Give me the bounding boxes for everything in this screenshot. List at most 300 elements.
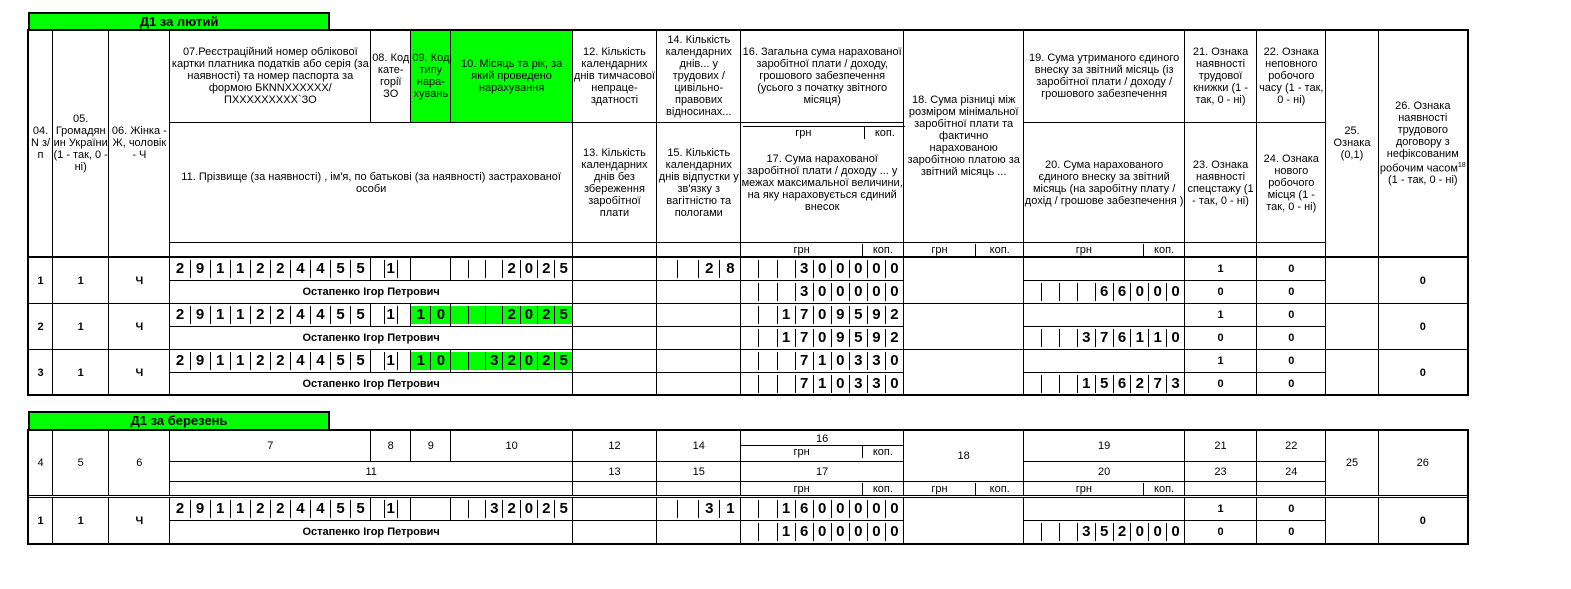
digit-cell: 0: [850, 260, 868, 278]
digit-cell: [1024, 329, 1042, 347]
mar-h-21: 21: [1184, 430, 1256, 462]
days-15-cell: [657, 521, 741, 544]
digit-cell: 3: [1078, 329, 1096, 347]
category-code: [371, 352, 410, 370]
mar-h-06: 6: [109, 430, 170, 496]
sum-17-cell: [741, 281, 904, 304]
digit-cell: 3: [1078, 523, 1096, 541]
sex-code: Ч: [109, 258, 170, 304]
feb-h-09: 09. Код типу нара-хувань: [411, 30, 451, 123]
tax-id-cell: [170, 498, 371, 521]
days-15-cell: [657, 373, 741, 396]
digit-cell: 3: [850, 352, 868, 370]
sum-16-cell: [741, 350, 904, 373]
feb-h-17: 17. Сума нарахованої заробітної плати / доходу ... у межах максимальної величини, на яку нараховується єдиний внесок: [741, 123, 904, 243]
digit-cell: 5: [356, 500, 365, 517]
digit-cell: [759, 500, 777, 518]
flag-26: 0: [1378, 258, 1467, 304]
feb-h-15: 15. Кількість календарних днів відпустки у зв'язку з вагітністю та пологами: [657, 123, 741, 243]
days-13-cell: [572, 521, 656, 544]
feb-h-23: 23. Ознака наявності спецстажу (1 - так, 0 - ні): [1184, 123, 1256, 243]
digit-cell: 4: [291, 500, 311, 518]
digit-cell: 0: [431, 352, 450, 370]
digit-cell: [486, 306, 503, 324]
accrual-type-cell: [411, 258, 451, 281]
tax-id-cell: [170, 258, 371, 281]
digit-cell: 8: [726, 260, 735, 277]
digit-cell: 0: [814, 260, 832, 278]
row-number: 1: [29, 258, 53, 304]
period: [451, 500, 571, 518]
mar-data-rows: [28, 497, 1468, 544]
sum-17: [741, 283, 903, 301]
table-row: [29, 521, 1468, 544]
days-12-cell: [572, 350, 656, 373]
days-12-cell: [572, 258, 656, 281]
feb-h-25: 25. Ознака (0,1): [1326, 30, 1378, 257]
sum-20: [1024, 375, 1184, 393]
sum-20: [1024, 329, 1184, 347]
feb-h-grn-kop-17: грн коп.: [741, 243, 904, 257]
sum-19-cell: [1024, 498, 1185, 521]
digit-cell: [778, 375, 796, 393]
insured-person-name: Остапенко Ігор Петрович: [170, 327, 572, 350]
tax-id: [170, 260, 370, 278]
sum-16: [741, 306, 903, 324]
days-14-cell: [657, 258, 741, 281]
digit-cell: 7: [1149, 375, 1167, 393]
sum-16: [741, 500, 903, 518]
digit-cell: 2: [251, 306, 271, 324]
flag-25: [1326, 350, 1378, 396]
digit-cell: 0: [521, 500, 538, 518]
digit-cell: 9: [191, 352, 211, 370]
feb-h-16: 16. Загальна сума нарахованої заробітної плати / доходу, грошового забезпечення (усього з початку звітного місяця): [741, 30, 904, 123]
digit-cell: 0: [814, 329, 832, 347]
sum-18-cell: [903, 498, 1023, 544]
mar-h-19: 19: [1024, 430, 1185, 462]
feb-data-rows: [28, 257, 1468, 396]
mar-h-04: 4: [29, 430, 53, 496]
table-row: [29, 304, 1468, 327]
digit-cell: [398, 352, 410, 370]
digit-cell: [1024, 283, 1042, 301]
digit-cell: 1: [231, 352, 251, 370]
insured-person-name: Остапенко Ігор Петрович: [170, 281, 572, 304]
flag-21: 1: [1184, 258, 1256, 281]
digit-cell: 7: [796, 375, 814, 393]
sum-19-cell: [1024, 304, 1185, 327]
digit-cell: 5: [850, 329, 868, 347]
feb-h-grn-kop-18: грн коп.: [903, 243, 1023, 257]
sum-17: [741, 375, 903, 393]
digit-cell: 5: [331, 352, 351, 370]
sum-17: [741, 523, 903, 541]
table-row: [29, 258, 1468, 281]
digit-cell: 0: [1131, 523, 1149, 541]
digit-cell: 1: [231, 500, 251, 518]
sex-code: Ч: [109, 498, 170, 544]
insured-person-name: Остапенко Ігор Петрович: [170, 521, 572, 544]
digit-cell: 2: [170, 260, 190, 278]
digit-cell: [451, 352, 468, 370]
digit-cell: 5: [559, 500, 568, 517]
sum-16-cell: [741, 258, 904, 281]
feb-h-19: 19. Сума утриманого єдиного внеску за звітний місяць (із заробітної плати / доходу / грошового забезпечення: [1024, 30, 1185, 123]
flag-23: 0: [1184, 281, 1256, 304]
digit-cell: 1: [411, 352, 431, 370]
digit-cell: 0: [832, 375, 850, 393]
period: [451, 352, 571, 370]
digit-cell: [657, 260, 678, 278]
feb-h-08: 08. Код кате-горії ЗО: [371, 30, 411, 123]
category-cell: [371, 498, 411, 521]
sum-18-cell: [903, 304, 1023, 350]
feb-h-11: 11. Прізвище (за наявності) , ім'я, по батькові (за наявності) застрахованої особи: [170, 123, 572, 243]
category-cell: [371, 258, 411, 281]
digit-cell: [371, 500, 384, 518]
sum-20-cell: [1024, 327, 1185, 350]
days-13-cell: [572, 373, 656, 396]
digit-cell: 0: [868, 283, 886, 301]
sum-17: [741, 329, 903, 347]
digit-cell: [1042, 523, 1060, 541]
digit-cell: [778, 283, 796, 301]
digit-cell: 0: [890, 260, 899, 277]
digit-cell: 1: [385, 260, 398, 278]
mar-h-10: 10: [451, 430, 572, 462]
digit-cell: [1024, 375, 1042, 393]
digit-cell: [1060, 283, 1078, 301]
days-14-cell: [657, 498, 741, 521]
flag-24: 0: [1257, 327, 1326, 350]
digit-cell: 0: [814, 306, 832, 324]
digit-cell: 2: [503, 500, 520, 518]
mar-h-15: 15: [657, 462, 741, 482]
flag-25: [1326, 304, 1378, 350]
citizen-flag: 1: [53, 258, 109, 304]
mar-h-11: 11: [170, 462, 572, 482]
digit-cell: 2: [890, 329, 899, 346]
sex-code: Ч: [109, 304, 170, 350]
mar-h-07: 7: [170, 430, 371, 462]
digit-cell: 1: [211, 306, 231, 324]
digit-cell: 6: [1114, 375, 1132, 393]
mar-h-22: 22: [1257, 430, 1326, 462]
digit-cell: [741, 329, 759, 347]
digit-cell: [759, 283, 777, 301]
digit-cell: [451, 306, 468, 324]
mar-h-20: 20: [1024, 462, 1185, 482]
feb-h-20: 20. Сума нарахованого єдиного внеску за звітний місяць (на заробітну плату / дохід / грошове забезпечення ): [1024, 123, 1185, 243]
digit-cell: 1: [778, 329, 796, 347]
feb-h-05: 05. Громадянин України (1 - так, 0 - ні): [53, 30, 109, 257]
citizen-flag: 1: [53, 350, 109, 396]
digit-cell: 0: [1171, 523, 1180, 540]
digit-cell: 9: [191, 500, 211, 518]
digit-cell: 1: [211, 352, 231, 370]
flag-23: 0: [1184, 373, 1256, 396]
digit-cell: 0: [431, 306, 450, 324]
digit-cell: 0: [1171, 283, 1180, 300]
digit-cell: [741, 352, 759, 370]
digit-cell: 4: [311, 352, 331, 370]
digit-cell: 0: [890, 523, 899, 540]
digit-cell: 5: [559, 260, 568, 277]
table-row: [29, 373, 1468, 396]
period: [451, 306, 571, 324]
digit-cell: 2: [1114, 523, 1132, 541]
sum-16-cell: [741, 498, 904, 521]
digit-cell: 7: [796, 352, 814, 370]
category-code: [371, 500, 410, 518]
digit-cell: 0: [890, 283, 899, 300]
digit-cell: 0: [814, 283, 832, 301]
category-cell: [371, 304, 411, 327]
digit-cell: 0: [868, 500, 886, 518]
digit-cell: 1: [411, 306, 431, 324]
flag-21: 1: [1184, 304, 1256, 327]
mar-h-13: 13: [572, 462, 656, 482]
table-row: [29, 281, 1468, 304]
days-15-cell: [657, 327, 741, 350]
digit-cell: [657, 500, 678, 518]
tax-id: [170, 352, 370, 370]
days-14-cell: [657, 304, 741, 327]
digit-cell: 0: [832, 352, 850, 370]
digit-cell: 0: [868, 523, 886, 541]
digit-cell: 2: [271, 352, 291, 370]
digit-cell: 5: [1096, 523, 1114, 541]
flag-24: 0: [1257, 281, 1326, 304]
digit-cell: [451, 500, 468, 518]
digit-cell: [741, 523, 759, 541]
digit-cell: 2: [271, 260, 291, 278]
feb-h-21: 21. Ознака наявності трудової книжки (1 - так, 0 - ні): [1184, 30, 1256, 123]
flag-23: 0: [1184, 521, 1256, 544]
flag-25: [1326, 258, 1378, 304]
table-row: [29, 498, 1468, 521]
digit-cell: [371, 306, 384, 324]
digit-cell: 0: [814, 523, 832, 541]
mar-h-26: 26: [1378, 430, 1467, 496]
days-12-cell: [572, 304, 656, 327]
digit-cell: 3: [796, 283, 814, 301]
digit-cell: 4: [291, 260, 311, 278]
digit-cell: 2: [170, 500, 190, 518]
digit-cell: 5: [331, 500, 351, 518]
digit-cell: [1042, 283, 1060, 301]
insured-person-name: Остапенко Ігор Петрович: [170, 373, 572, 396]
flag-25: [1326, 498, 1378, 544]
mar-h-17: 17: [741, 462, 904, 482]
digit-cell: [1024, 523, 1042, 541]
digit-cell: 4: [291, 352, 311, 370]
table-row: [29, 327, 1468, 350]
digit-cell: 9: [868, 306, 886, 324]
period-cell: [451, 258, 572, 281]
digit-cell: 1: [385, 500, 398, 518]
digit-cell: [451, 260, 468, 278]
digit-cell: 0: [521, 352, 538, 370]
digit-cell: 1: [1078, 375, 1096, 393]
digit-cell: 0: [832, 523, 850, 541]
sum-18-cell: [903, 350, 1023, 396]
digit-cell: 2: [251, 260, 271, 278]
digit-cell: [741, 260, 759, 278]
digit-cell: [398, 500, 410, 518]
digit-cell: 0: [890, 500, 899, 517]
sum-20-cell: [1024, 521, 1185, 544]
digit-cell: 0: [1149, 523, 1167, 541]
digit-cell: 0: [890, 375, 899, 392]
digit-cell: 2: [538, 306, 555, 324]
digit-cell: [371, 352, 384, 370]
digit-cell: [1078, 283, 1096, 301]
feb-h-07: 07.Реєстраційний номер облікової картки платника податків або серія (за наявності) та номер паспорта за формою БКNNXXXXXX/ПXXXXXXXXX`ЗО: [170, 30, 371, 123]
digit-cell: 0: [890, 352, 899, 369]
mar-h-09: 9: [411, 430, 451, 462]
digit-cell: 2: [170, 352, 190, 370]
digit-cell: [778, 352, 796, 370]
digit-cell: 1: [778, 523, 796, 541]
days-14-cell: [657, 350, 741, 373]
digit-cell: 7: [796, 306, 814, 324]
digit-cell: 0: [850, 500, 868, 518]
section-title-mar: Д1 за березень: [28, 411, 330, 429]
flag-21: 1: [1184, 498, 1256, 521]
digit-cell: 3: [486, 352, 503, 370]
tax-id-cell: [170, 350, 371, 373]
digit-cell: 3: [699, 500, 720, 518]
digit-cell: 0: [1131, 283, 1149, 301]
mar-h-23: 23: [1184, 462, 1256, 482]
sum-20-cell: [1024, 281, 1185, 304]
digit-cell: 3: [868, 352, 886, 370]
digit-cell: 3: [1171, 375, 1180, 392]
digit-cell: 0: [832, 500, 850, 518]
accrual-type-cell: [411, 350, 451, 373]
digit-cell: 0: [521, 306, 538, 324]
sum-19-cell: [1024, 350, 1185, 373]
digit-cell: 5: [850, 306, 868, 324]
digit-cell: [398, 260, 410, 278]
digit-cell: 5: [555, 352, 571, 370]
digit-cell: 1: [778, 500, 796, 518]
digit-cell: 1: [726, 500, 735, 517]
digit-cell: 6: [796, 500, 814, 518]
digit-cell: 1: [231, 306, 251, 324]
digit-cell: 4: [311, 260, 331, 278]
digit-cell: 2: [890, 306, 899, 323]
digit-cell: 0: [832, 283, 850, 301]
flag-24: 0: [1257, 373, 1326, 396]
digit-cell: [759, 375, 777, 393]
sum-20: [1024, 523, 1184, 541]
accrual-type: [411, 306, 450, 324]
tax-id: [170, 500, 370, 518]
digit-cell: [759, 306, 777, 324]
digit-cell: 0: [521, 260, 538, 278]
feb-rows-table: [28, 257, 1468, 396]
mar-header-table: [28, 429, 1468, 496]
digit-cell: 5: [356, 352, 365, 369]
digit-cell: [1060, 375, 1078, 393]
digit-cell: 0: [1171, 329, 1180, 346]
digit-cell: 0: [814, 500, 832, 518]
digit-cell: 1: [385, 352, 398, 370]
feb-h-12: 12. Кількість календарних днів тимчасової непраце-здатності: [572, 30, 656, 123]
flag-26: 0: [1378, 350, 1467, 396]
category-cell: [371, 350, 411, 373]
feb-h-24: 24. Ознака нового робочого місця (1 - так, 0 - ні): [1257, 123, 1326, 243]
digit-cell: 0: [832, 260, 850, 278]
digit-cell: 5: [331, 306, 351, 324]
mar-h-25: 25: [1326, 430, 1378, 496]
flag-26: 0: [1378, 498, 1467, 544]
table-row: [29, 350, 1468, 373]
digit-cell: [678, 500, 699, 518]
days-14: [657, 500, 740, 518]
row-number: 3: [29, 350, 53, 396]
digit-cell: 2: [538, 500, 555, 518]
digit-cell: 4: [291, 306, 311, 324]
feb-h-14: 14. Кількість календарних днів... у трудових / цивільно-правових відносинах...: [657, 30, 741, 123]
mar-h-grn-kop-18: грн коп.: [903, 482, 1023, 496]
digit-cell: [741, 500, 759, 518]
sum-20-cell: [1024, 373, 1185, 396]
period-cell: [451, 350, 572, 373]
digit-cell: [469, 260, 486, 278]
mar-h-12: 12: [572, 430, 656, 462]
digit-cell: 6: [1114, 329, 1132, 347]
citizen-flag: 1: [53, 498, 109, 544]
digit-cell: 1: [1149, 329, 1167, 347]
flag-23: 0: [1184, 327, 1256, 350]
sum-16: [741, 352, 903, 370]
feb-h-06: 06. Жінка - Ж, чоловік - Ч: [109, 30, 170, 257]
digit-cell: 1: [1131, 329, 1149, 347]
feb-h-grn-kop-20: грн коп.: [1024, 243, 1185, 257]
feb-h-grn-kop-16: грн коп.: [743, 126, 905, 139]
digit-cell: [486, 260, 503, 278]
flag-22: 0: [1257, 258, 1326, 281]
digit-cell: 2: [170, 306, 190, 324]
digit-cell: 6: [1114, 283, 1132, 301]
accrual-type-cell: [411, 304, 451, 327]
mar-h-16: 16 грн коп.: [741, 430, 904, 462]
row-number: 2: [29, 304, 53, 350]
digit-cell: 2: [503, 260, 520, 278]
digit-cell: 3: [796, 260, 814, 278]
period: [451, 260, 571, 278]
digit-cell: 2: [503, 352, 520, 370]
digit-cell: 9: [191, 306, 211, 324]
digit-cell: 6: [1096, 283, 1114, 301]
mar-h-14: 14: [657, 430, 741, 462]
digit-cell: 5: [331, 260, 351, 278]
digit-cell: 3: [486, 500, 503, 518]
feb-h-26: 26. Ознака наявності трудового договору з нефіксованим робочим часом$^{18}$ (1 - так, 0 - ні): [1378, 30, 1467, 257]
days-13-cell: [572, 281, 656, 304]
digit-cell: [1060, 523, 1078, 541]
sum-19-cell: [1024, 258, 1185, 281]
sex-code: Ч: [109, 350, 170, 396]
digit-cell: 5: [356, 260, 365, 277]
digit-cell: [741, 306, 759, 324]
digit-cell: [1042, 375, 1060, 393]
flag-24: 0: [1257, 521, 1326, 544]
